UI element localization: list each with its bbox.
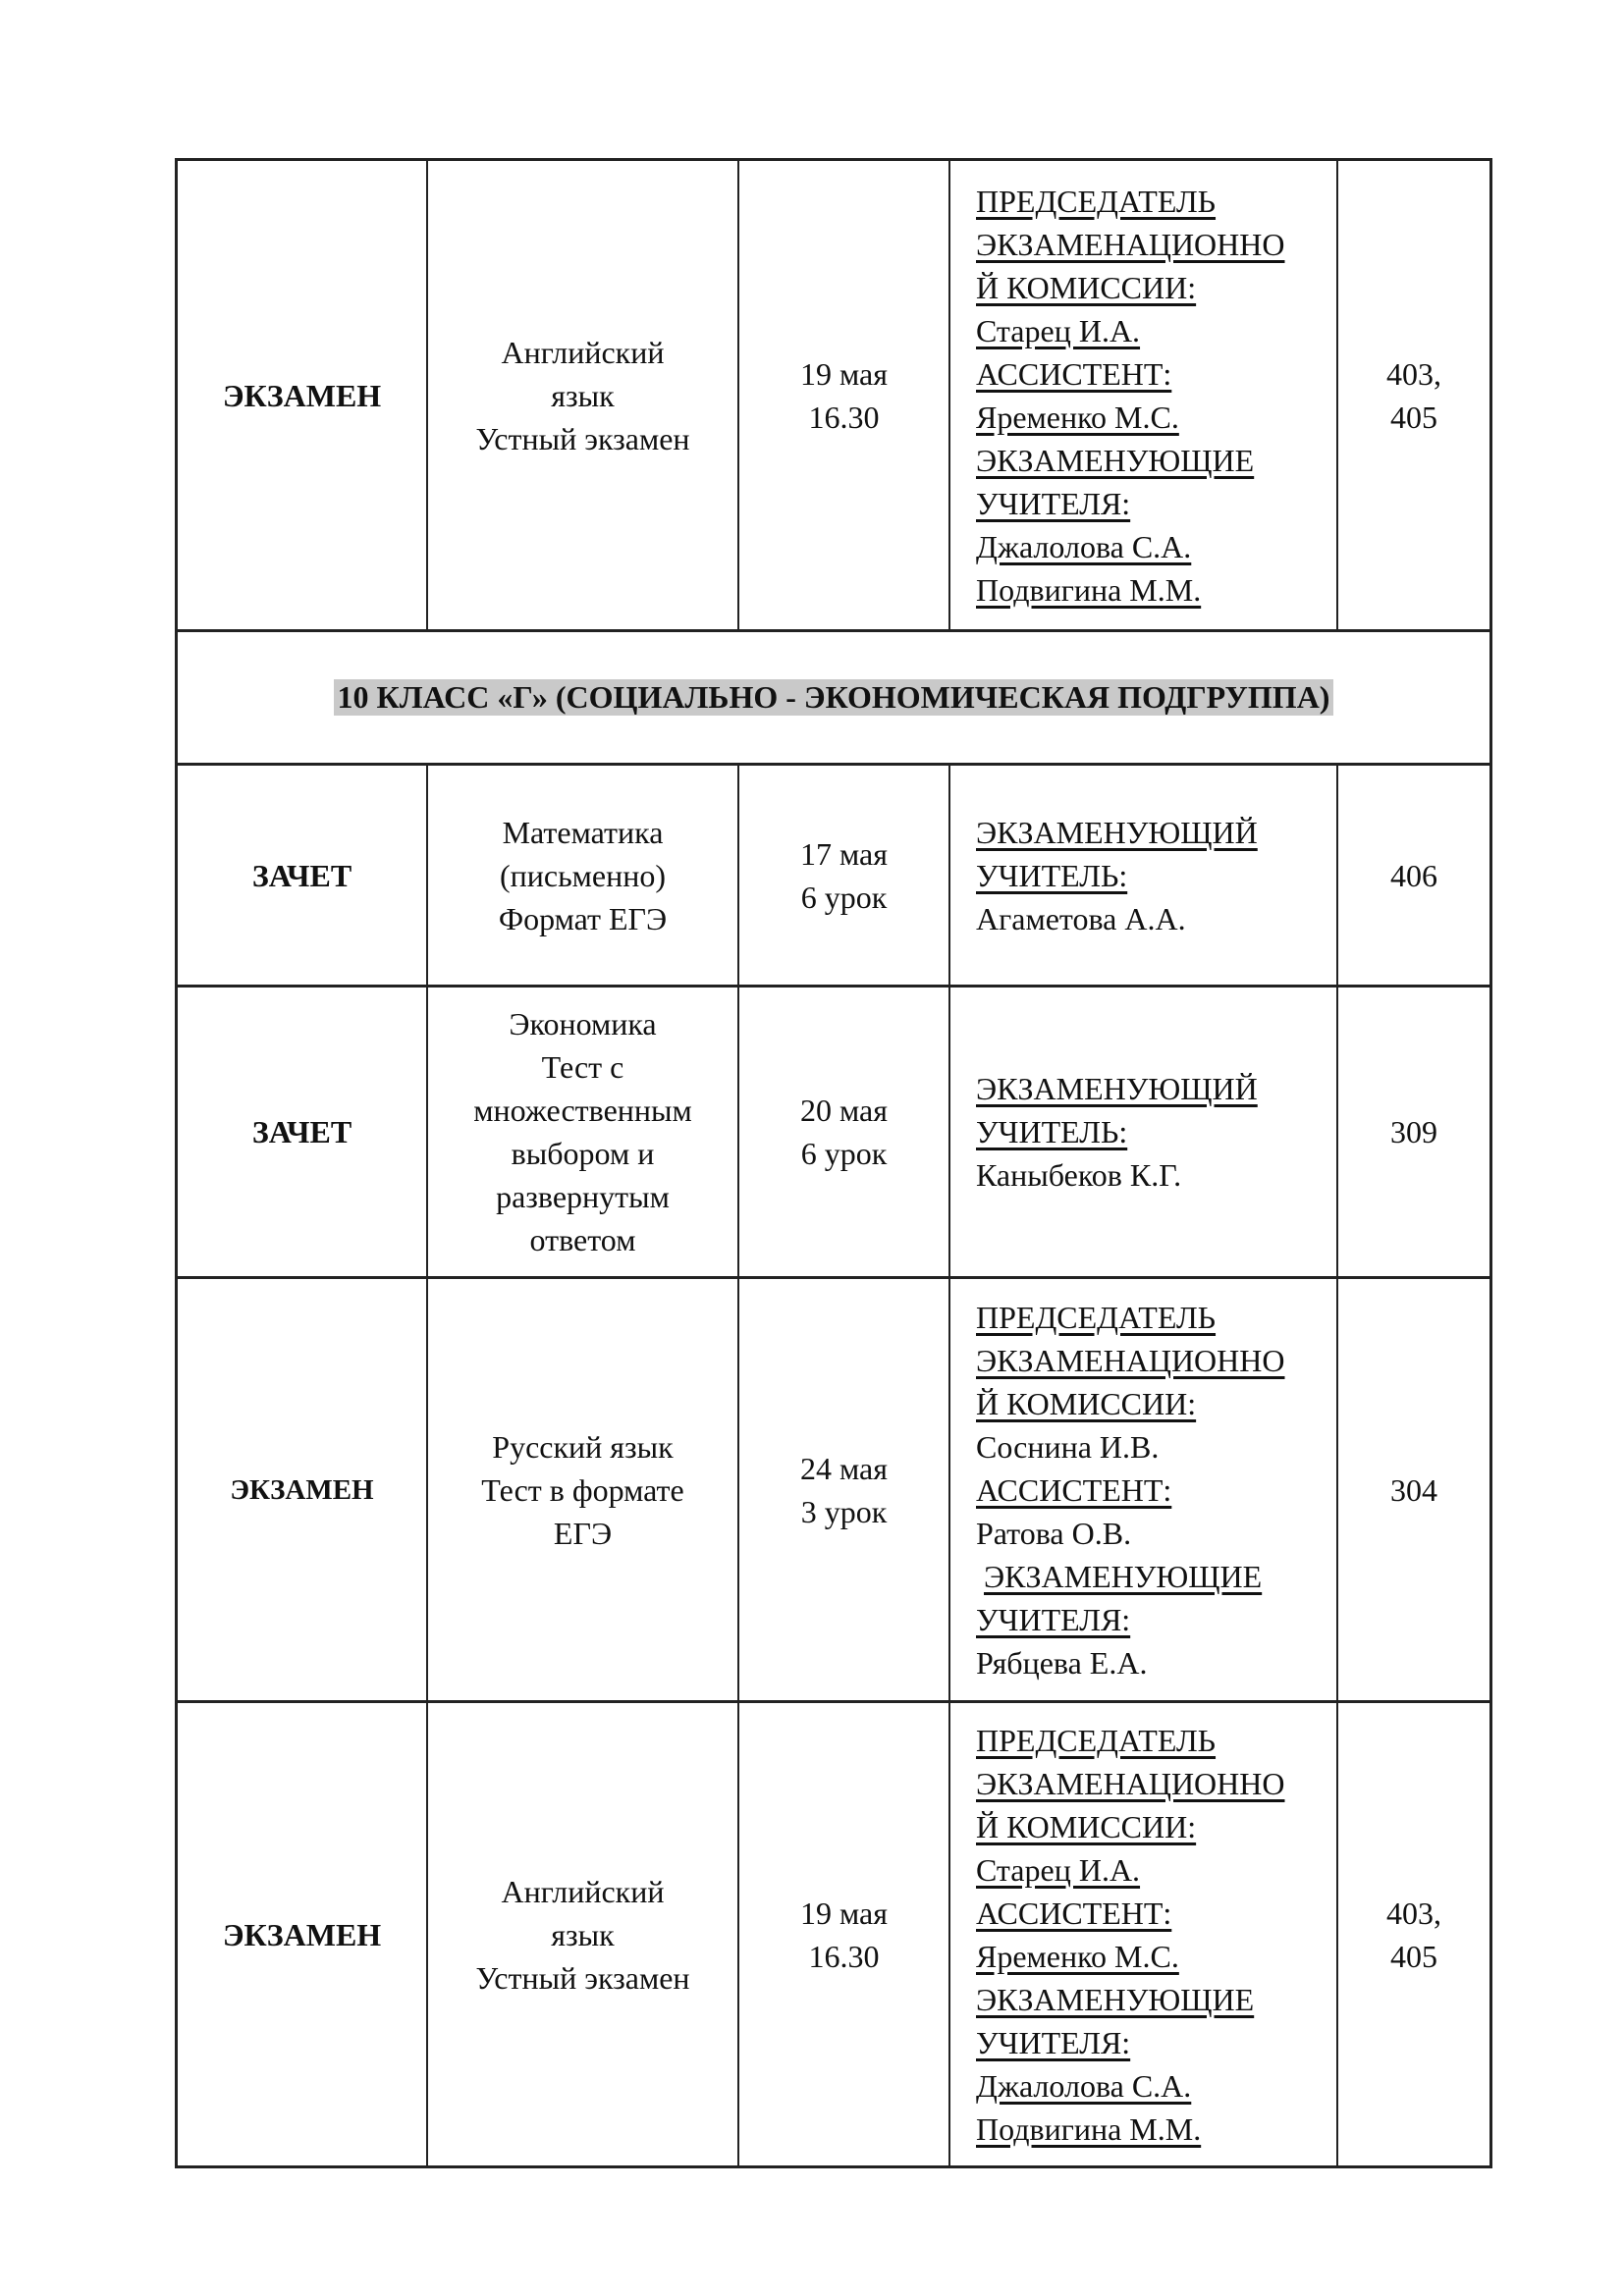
room-number: 309	[1390, 1114, 1437, 1149]
commission-line: Агаметова А.А.	[976, 900, 1186, 936]
table-row	[175, 763, 1492, 985]
commission-line: УЧИТЕЛЯ:	[976, 2024, 1131, 2060]
commission-line: ЭКЗАМЕНУЮЩИЙ	[976, 1071, 1258, 1106]
subject-cell	[428, 1703, 739, 2165]
subject-line: выбором и	[511, 1136, 655, 1171]
subject-cell	[428, 1279, 739, 1700]
commission-line: Джалолова С.А.	[976, 528, 1192, 564]
subject-line: Устный экзамен	[475, 1959, 690, 1996]
date-cell	[739, 161, 950, 629]
commission-line: АССИСТЕНТ:	[976, 1471, 1172, 1508]
subject-line: Английский	[501, 334, 665, 370]
subject-line: Математика	[502, 814, 664, 850]
commission-line: УЧИТЕЛЯ:	[976, 485, 1131, 521]
room-number: 403,	[1386, 355, 1441, 392]
subject-line: Экономика	[509, 1006, 657, 1041]
class-header-text: 10 КЛАСС «Г» (СОЦИАЛЬНО - ЭКОНОМИЧЕСКАЯ ПОДГРУППА)	[334, 679, 1334, 716]
commission-cell	[950, 988, 1338, 1276]
room-number: 405	[1390, 399, 1437, 435]
subject-line: Русский язык	[492, 1428, 674, 1465]
date-cell	[739, 1703, 950, 2165]
commission-line: ЭКЗАМЕНУЮЩИЕ	[976, 442, 1255, 478]
table-row	[175, 1276, 1492, 1700]
commission-line: УЧИТЕЛЬ:	[976, 1114, 1128, 1149]
table-row	[175, 985, 1492, 1276]
subject-line: развернутым	[496, 1179, 670, 1214]
subject-line: язык	[551, 1916, 615, 1952]
commission-line: Ратова О.В.	[976, 1515, 1132, 1551]
room-number: 304	[1390, 1471, 1437, 1508]
date-line: 19 мая	[800, 1895, 888, 1931]
room-cell	[1338, 766, 1489, 985]
commission-line: ЭКЗАМЕНУЮЩИЕ	[976, 1981, 1255, 2017]
commission-line: Рябцева Е.А.	[976, 1644, 1148, 1681]
room-cell	[1338, 161, 1489, 629]
date-cell	[739, 1279, 950, 1700]
subject-line: Тест с	[541, 1049, 624, 1085]
exam-type: ЗАЧЕТ	[251, 857, 352, 893]
exam-type: ЭКЗАМЕН	[222, 1916, 382, 1952]
commission-line: УЧИТЕЛЯ:	[976, 1601, 1131, 1637]
commission-cell	[950, 766, 1338, 985]
subject-cell	[428, 161, 739, 629]
commission-line: ПРЕДСЕДАТЕЛЬ	[976, 1299, 1217, 1335]
room-number: 406	[1390, 857, 1437, 893]
date-cell	[739, 988, 950, 1276]
date-line: 20 мая	[800, 1093, 888, 1128]
commission-line: Й КОМИССИИ:	[976, 1385, 1197, 1421]
commission-line: Й КОМИССИИ:	[976, 269, 1197, 305]
room-cell	[1338, 988, 1489, 1276]
subject-line: Тест в формате	[481, 1471, 684, 1508]
time-line: 3 урок	[800, 1493, 888, 1529]
subject-line: множественным	[473, 1093, 692, 1128]
commission-line: ЭКЗАМЕНАЦИОННО	[976, 1765, 1285, 1801]
commission-line: Джалолова С.А.	[976, 2067, 1192, 2104]
table-row	[175, 1700, 1492, 2168]
commission-line: ЭКЗАМЕНАЦИОННО	[976, 226, 1285, 262]
exam-type-cell	[178, 1279, 428, 1700]
subject-cell	[428, 766, 739, 985]
subject-line: Устный экзамен	[475, 420, 690, 456]
date-cell	[739, 766, 950, 985]
date-line: 19 мая	[800, 355, 888, 392]
commission-line: Подвигина М.М.	[976, 571, 1202, 608]
commission-line: ЭКЗАМЕНУЮЩИЙ	[976, 814, 1258, 850]
commission-line: ЭКЗАМЕНАЦИОННО	[976, 1342, 1285, 1378]
time-line: 16.30	[808, 399, 880, 435]
subject-line: Формат ЕГЭ	[498, 900, 668, 936]
commission-line: Старец И.А.	[976, 1851, 1141, 1888]
subject-line: ответом	[529, 1222, 636, 1257]
date-line: 17 мая	[800, 835, 888, 872]
commission-line: ПРЕДСЕДАТЕЛЬ	[976, 1722, 1217, 1758]
commission-line: Й КОМИССИИ:	[976, 1808, 1197, 1844]
room-number: 403,	[1386, 1895, 1441, 1931]
commission-line: Старец И.А.	[976, 312, 1141, 348]
commission-line: Подвигина М.М.	[976, 2110, 1202, 2147]
exam-type-cell	[178, 988, 428, 1276]
exam-type: ЭКЗАМЕН	[222, 377, 382, 413]
exam-type: ЭКЗАМЕН	[230, 1473, 374, 1506]
commission-line: Соснина И.В.	[976, 1428, 1160, 1465]
exam-type: ЗАЧЕТ	[251, 1114, 352, 1149]
subject-line: (письменно)	[499, 857, 667, 893]
subject-line: Английский	[501, 1873, 665, 1909]
commission-line: ЭКЗАМЕНУЮЩИЕ	[984, 1558, 1263, 1594]
time-line: 6 урок	[800, 1136, 888, 1171]
exam-type-cell	[178, 161, 428, 629]
commission-line: УЧИТЕЛЬ:	[976, 857, 1128, 893]
commission-cell	[950, 161, 1338, 629]
subject-line: ЕГЭ	[553, 1515, 613, 1551]
commission-cell	[950, 1279, 1338, 1700]
commission-line: ПРЕДСЕДАТЕЛЬ	[976, 183, 1217, 219]
time-line: 16.30	[808, 1938, 880, 1974]
commission-line: Яременко М.С.	[976, 1938, 1179, 1974]
subject-line: язык	[551, 377, 615, 413]
class-header-row	[175, 629, 1492, 763]
room-cell	[1338, 1279, 1489, 1700]
class-header	[178, 632, 1489, 763]
commission-line: Яременко М.С.	[976, 399, 1179, 435]
commission-line: АССИСТЕНТ:	[976, 1895, 1172, 1931]
table-row	[175, 158, 1492, 629]
room-cell	[1338, 1703, 1489, 2165]
exam-type-cell	[178, 766, 428, 985]
exam-schedule-table	[175, 158, 1492, 2168]
date-line: 24 мая	[800, 1450, 888, 1486]
room-number: 405	[1390, 1938, 1437, 1974]
time-line: 6 урок	[800, 879, 888, 915]
exam-type-cell	[178, 1703, 428, 2165]
commission-line: АССИСТЕНТ:	[976, 355, 1172, 392]
commission-line: Каныбеков К.Г.	[976, 1157, 1182, 1193]
subject-cell	[428, 988, 739, 1276]
commission-cell	[950, 1703, 1338, 2165]
